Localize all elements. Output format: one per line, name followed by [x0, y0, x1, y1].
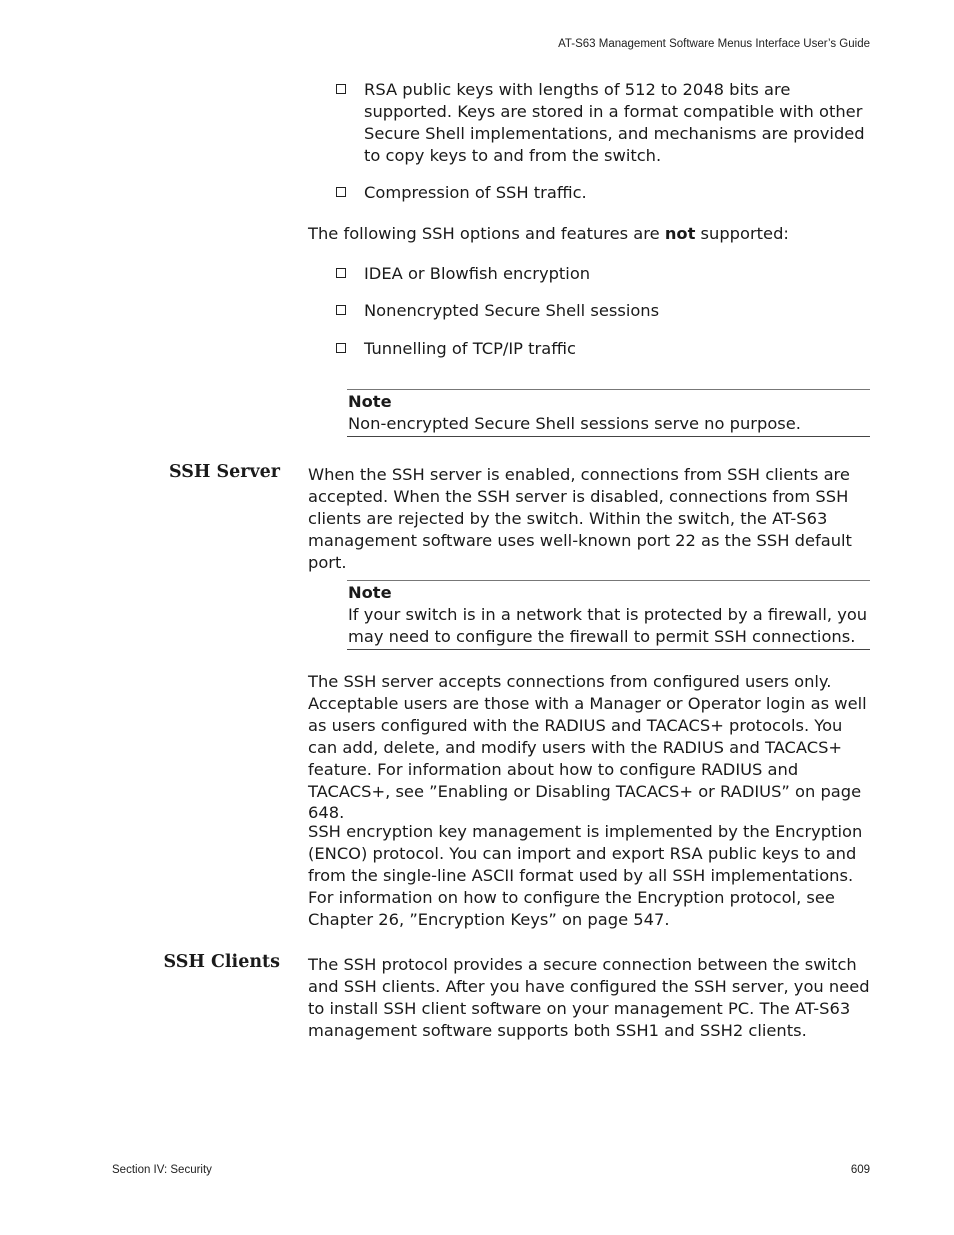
ssh-server-paragraph-2: The SSH server accepts connections from configured users only. Acceptable users are those with a Manager or Operator login as well as users configured with the RADIUS and TACACS+ protocols. You can add, delete, and modify users with the RADIUS and TACACS+ feature. For information about how to configure RADIUS and TACACS+, see ”Enabling or Disabling TACACS+ or RADIUS” on page 648. [308, 672, 867, 823]
not-supported-intro [308, 223, 870, 245]
note-box [347, 389, 870, 437]
bullet-text: Nonencrypted Secure Shell sessions [364, 301, 660, 320]
list-item [336, 79, 870, 167]
footer-section: Section IV: Security [112, 1164, 212, 1176]
list-item [336, 182, 870, 204]
ssh-server-paragraph-1: When the SSH server is enabled, connections from SSH clients are accepted. When the SSH server is disabled, connections from SSH clients are rejected by the switch. Within the switch, the AT-S63 management software uses well-known port 22 as the SSH default port. [308, 465, 852, 572]
checkbox-bullet-icon [336, 187, 346, 197]
note-text: Non-encrypted Secure Shell sessions serve no purpose. [348, 413, 801, 433]
page-number: 609 [850, 1164, 870, 1176]
intro-text-bold: not [664, 224, 696, 243]
bullet-text: RSA public keys with lengths of 512 to 2048 bits are supported. Keys are stored in a format compatible with other Secure Shell implementations, and mechanisms are provided to copy keys to and from the switch. [364, 80, 865, 165]
checkbox-bullet-icon [336, 84, 346, 94]
note-label: Note [348, 392, 392, 411]
checkbox-bullet-icon [336, 343, 346, 353]
intro-text-after: supported: [695, 224, 789, 243]
ssh-server-paragraph-3: SSH encryption key management is implemented by the Encryption (ENCO) protocol. You can import and export RSA public keys to and from the single-line ASCII format used by all SSH implementations. For information on how to configure the Encryption protocol, see Chapter 26, ”Encryption Keys” on page 547. [308, 822, 863, 929]
section-heading-ssh-server: SSH Server [168, 462, 280, 482]
checkbox-bullet-icon [336, 305, 346, 315]
note-text: If your switch is in a network that is protected by a firewall, you may need to configure the firewall to permit SSH connections. [348, 604, 868, 646]
bullet-text: Compression of SSH traffic. [364, 183, 587, 202]
list-item [336, 338, 870, 360]
bullet-text: IDEA or Blowfish encryption [364, 264, 591, 283]
checkbox-bullet-icon [336, 268, 346, 278]
list-item [336, 263, 870, 285]
note-box [347, 580, 870, 650]
list-item [336, 300, 870, 322]
ssh-clients-paragraph-1: The SSH protocol provides a secure connection between the switch and SSH clients. After you have configured the SSH server, you need to install SSH client software on your management PC. The AT-S63 management software supports both SSH1 and SSH2 clients. [308, 955, 870, 1040]
running-header: AT-S63 Management Software Menus Interface User’s Guide [558, 38, 870, 50]
intro-text-before: The following SSH options and features are [308, 224, 665, 243]
section-heading-ssh-clients: SSH Clients [163, 952, 280, 972]
bullet-text: Tunnelling of TCP/IP traffic [364, 339, 576, 358]
note-label: Note [348, 583, 392, 602]
